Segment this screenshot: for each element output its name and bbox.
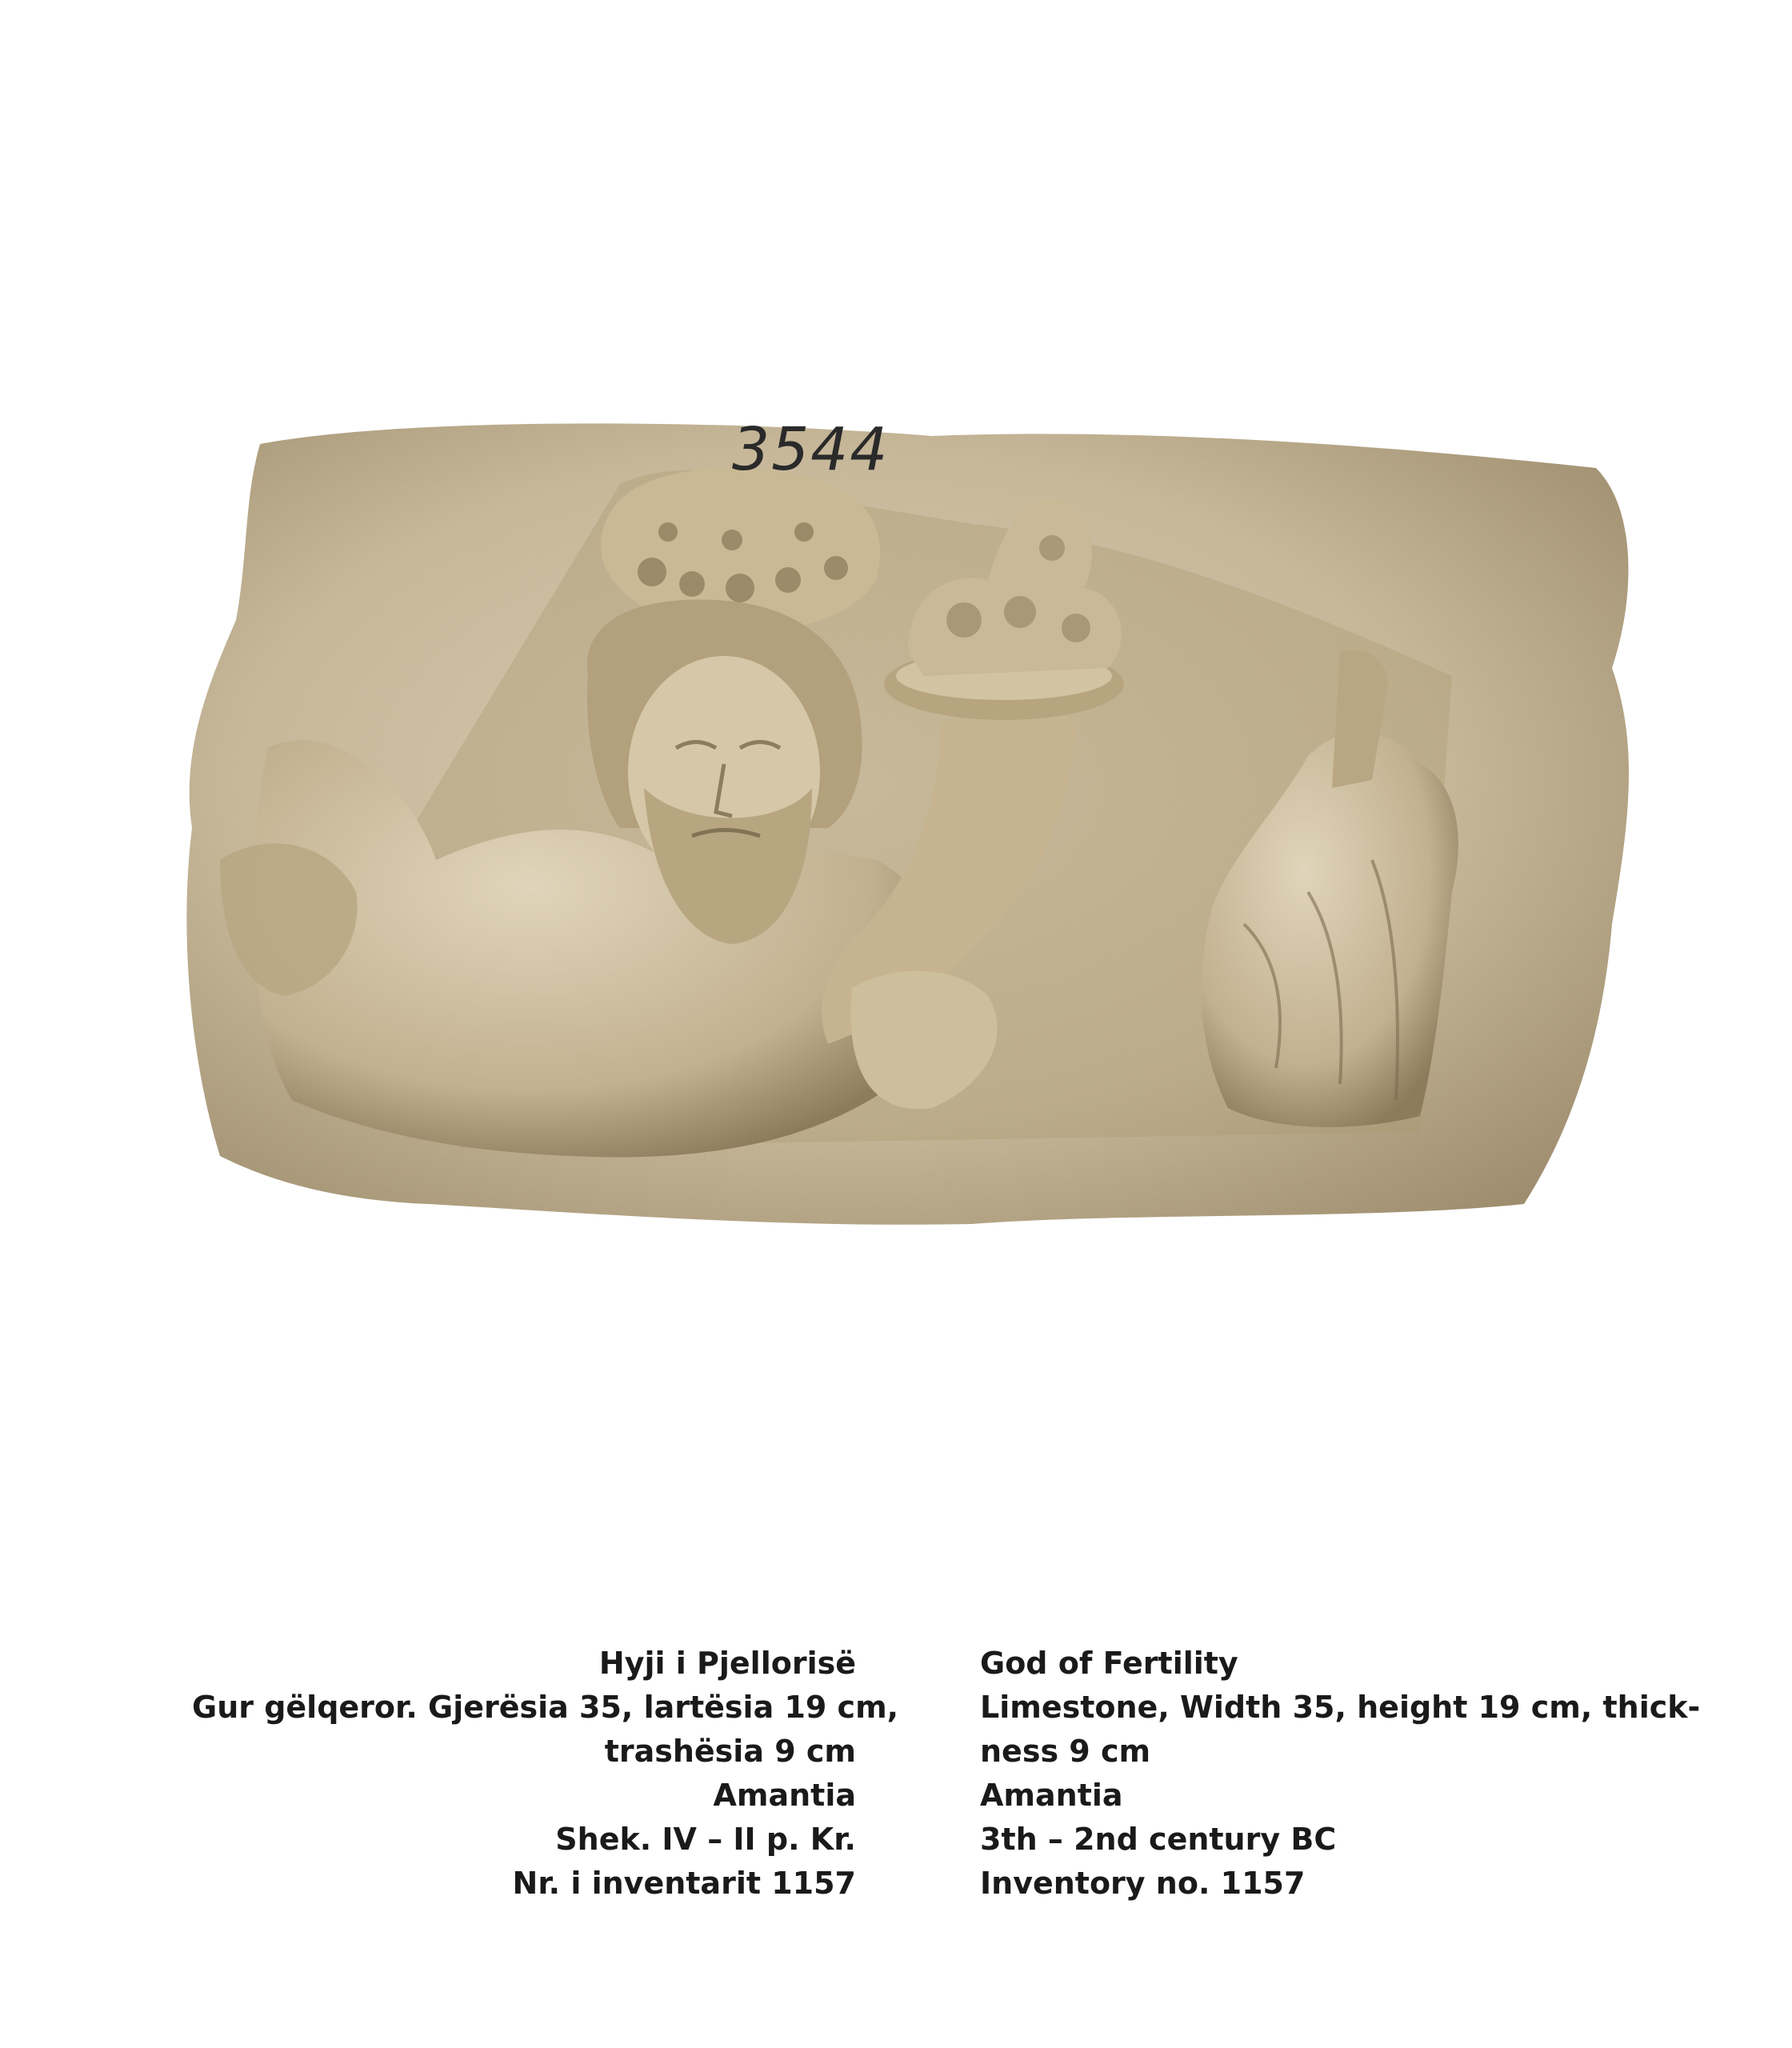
caption-date: Shek. IV – II p. Kr.	[555, 1822, 856, 1857]
caption-site: Amantia	[713, 1778, 856, 1813]
caption-material-cont: ness 9 cm	[980, 1734, 1151, 1769]
caption-material: Gur gëlqeror. Gjerësia 35, lartësia 19 cm,	[192, 1690, 899, 1725]
caption-site: Amantia	[980, 1778, 1123, 1813]
caption-inventory: Inventory no. 1157	[980, 1866, 1306, 1901]
caption-title: God of Fertility	[980, 1646, 1238, 1681]
caption-title: Hyji i Pjellorisë	[598, 1646, 856, 1681]
caption-english	[980, 1642, 1701, 1906]
caption-date: 3th – 2nd century BC	[980, 1822, 1337, 1857]
stone-relief-image	[172, 412, 1644, 1236]
caption-inventory: Nr. i inventarit 1157	[512, 1866, 856, 1901]
relief-photo	[172, 412, 1644, 1236]
caption-material-cont: trashësia 9 cm	[604, 1734, 856, 1769]
caption-material: Limestone, Width 35, height 19 cm, thick-	[980, 1690, 1701, 1725]
inventory-mark: 3544	[732, 415, 890, 484]
caption-albanian	[192, 1642, 899, 1906]
